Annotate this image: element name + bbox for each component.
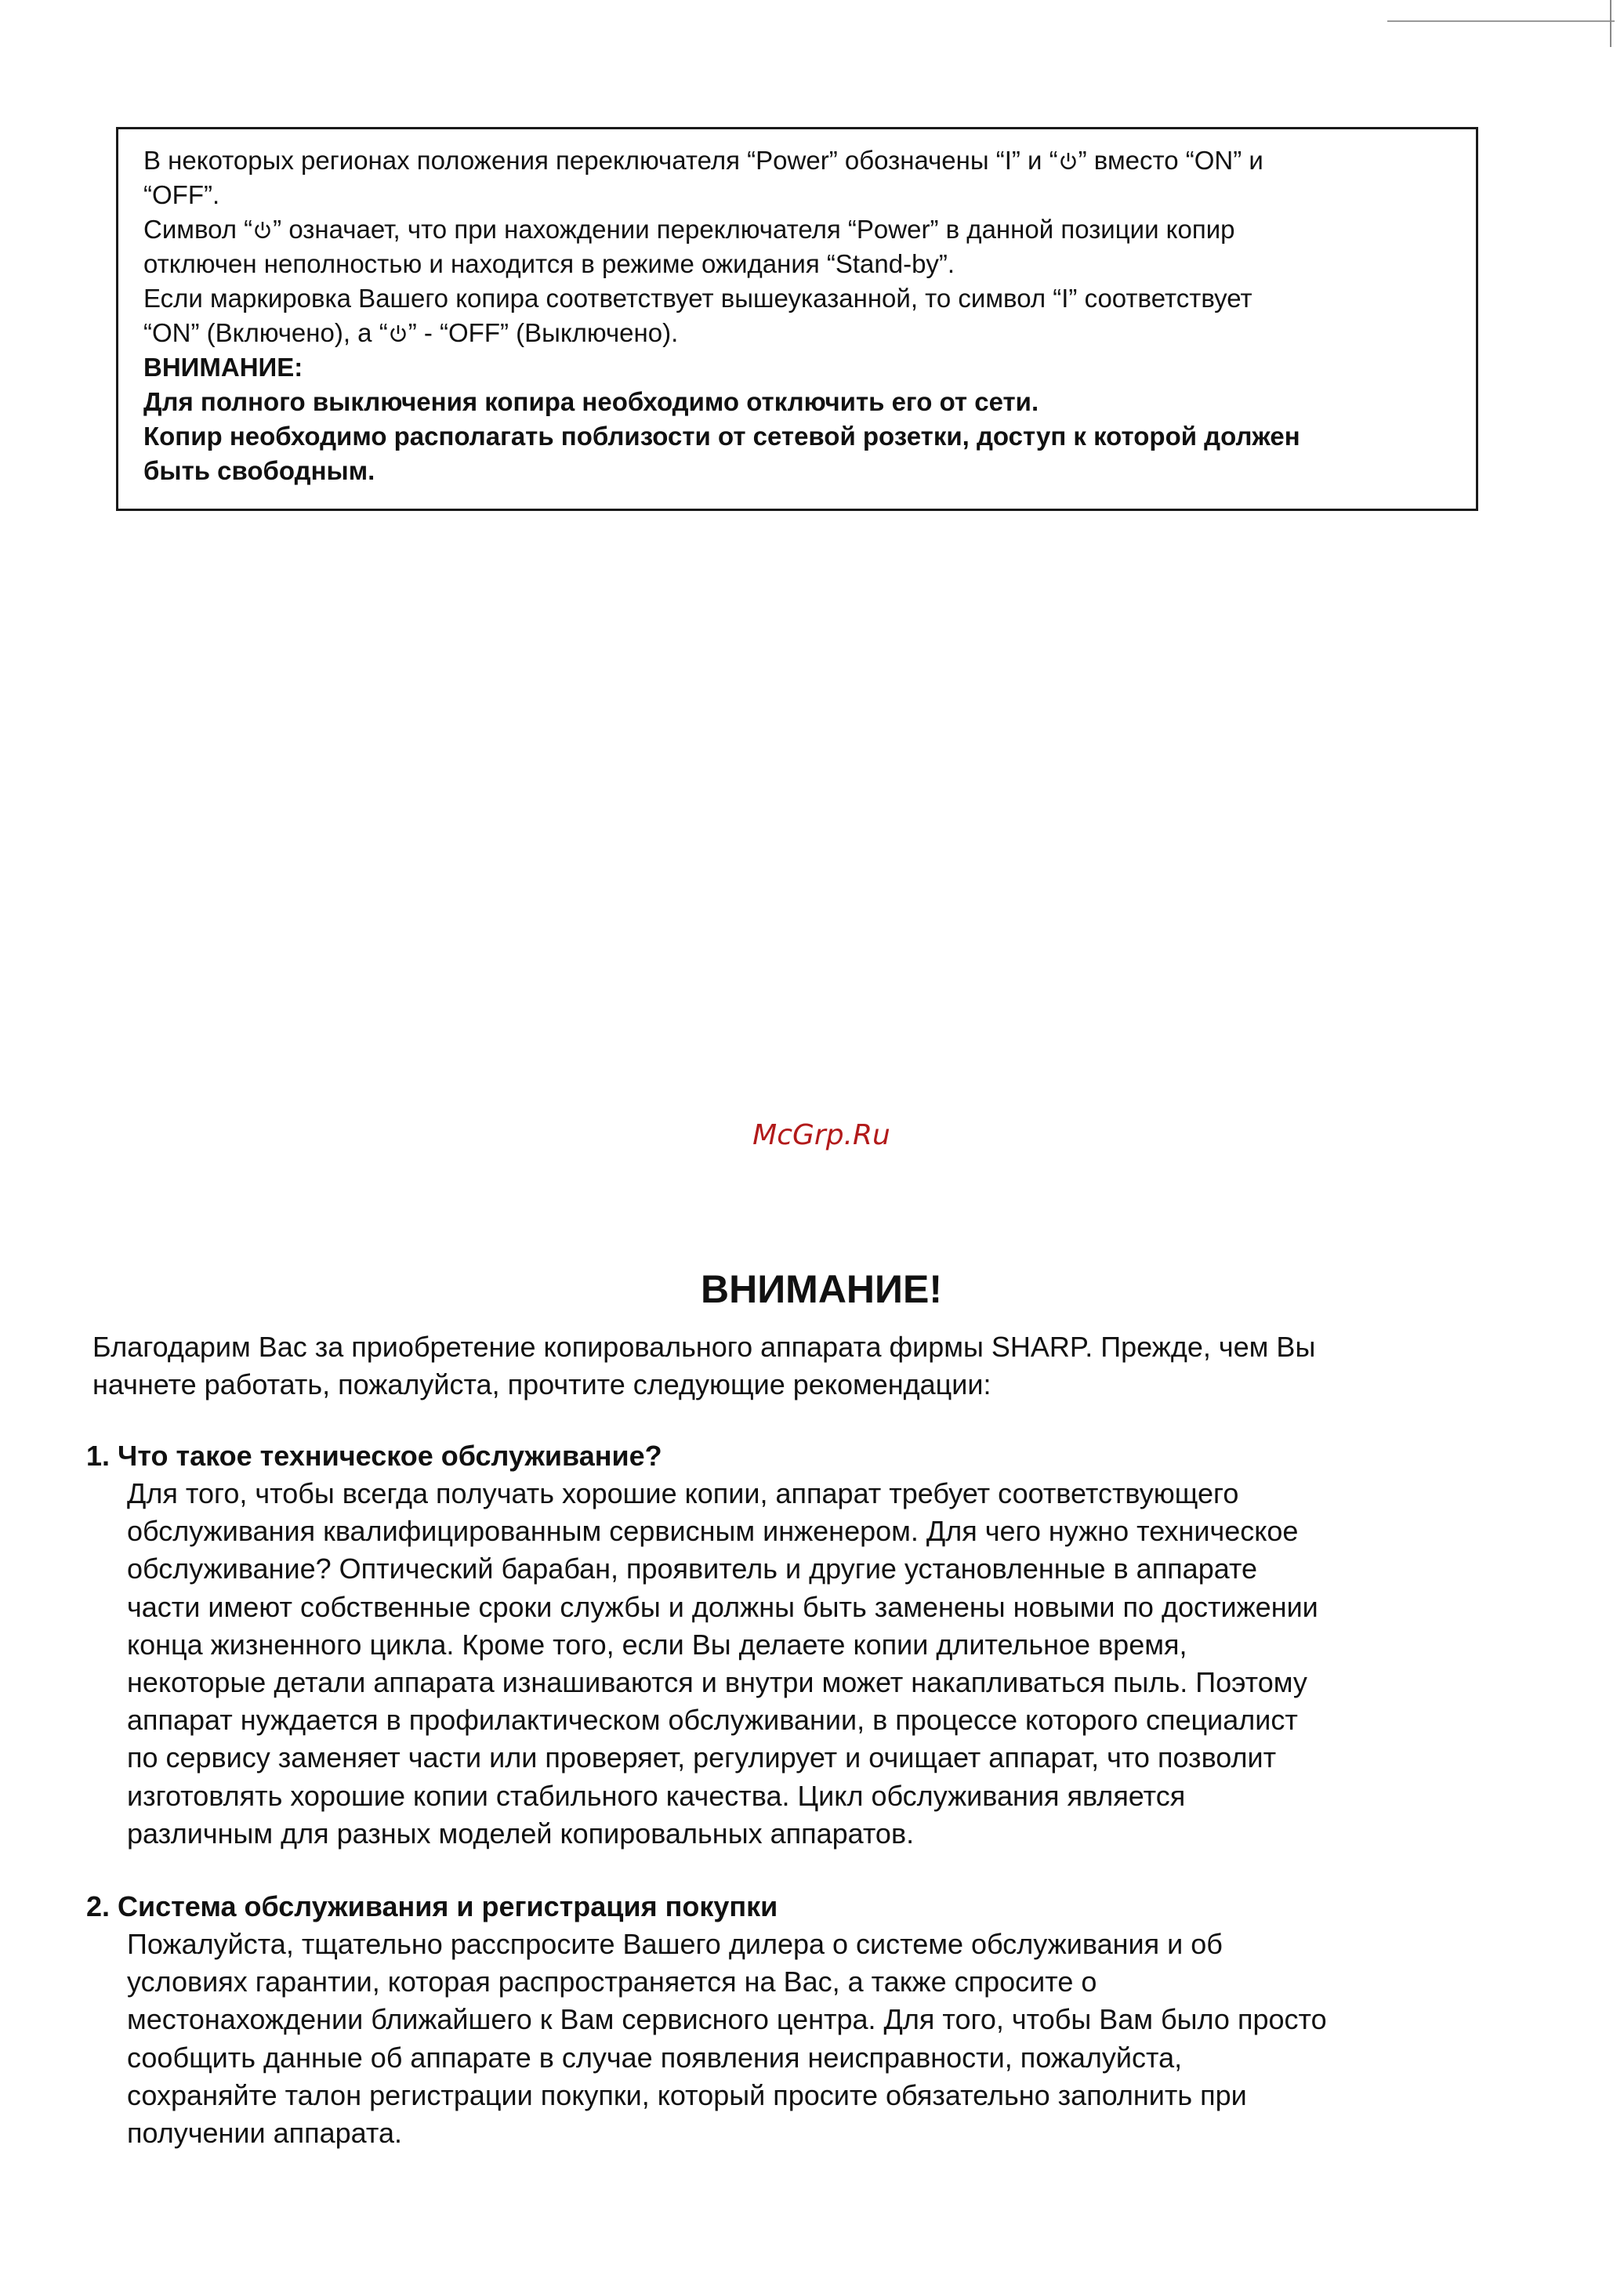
- power-standby-icon: [253, 220, 272, 241]
- notice-warning-line-3: быть свободным.: [143, 456, 375, 485]
- body-line: местонахождении ближайшего к Вам сервисного центра. Для того, чтобы Вам было просто: [127, 2003, 1327, 2036]
- body-line: части имеют собственные сроки службы и должны быть заменены новыми по достижении: [127, 1590, 1318, 1623]
- scan-artifact-top: [1387, 20, 1615, 22]
- watermark: McGrp.Ru: [752, 1119, 890, 1151]
- notice-line-2: “OFF”.: [143, 180, 220, 209]
- body-line: различным для разных моделей копировальных аппаратов.: [127, 1817, 915, 1850]
- notice-warning-line-2: Копир необходимо располагать поблизости от сетевой розетки, доступ к которой должен: [143, 422, 1300, 451]
- power-standby-icon: [389, 324, 408, 344]
- body-line: обслуживание? Оптический барабан, проявитель и другие установленные в аппарате: [127, 1553, 1258, 1585]
- body-line: условиях гарантии, которая распространяется на Вас, а также спросите о: [127, 1966, 1097, 1998]
- intro-line: начнете работать, пожалуйста, прочтите следующие рекомендации:: [92, 1368, 991, 1400]
- body-line: изготовлять хорошие копии стабильного качества. Цикл обслуживания является: [127, 1779, 1186, 1812]
- body-line: по сервису заменяет части или проверяет, регулирует и очищает аппарат, что позволит: [127, 1741, 1277, 1774]
- section-body: [86, 1475, 1489, 1853]
- notice-line-4: отключен неполностью и находится в режиме ожидания “Stand-by”.: [143, 249, 955, 278]
- body-line: Пожалуйста, тщательно расспросите Вашего дилера о системе обслуживания и об: [127, 1928, 1223, 1960]
- section-service-registration: [86, 1888, 1489, 2152]
- body-line: конца жизненного цикла. Кроме того, если Вы делаете копии длительное время,: [127, 1628, 1187, 1661]
- section-heading: 2. Система обслуживания и регистрация покупки: [86, 1890, 778, 1922]
- section-heading: 1. Что такое техническое обслуживание?: [86, 1440, 662, 1472]
- body-line: Для того, чтобы всегда получать хорошие копии, аппарат требует соответствующего: [127, 1477, 1239, 1509]
- notice-line-1: В некоторых регионах положения переключателя “Power” обозначены “I” и “ ” вместо “ON” и: [143, 146, 1263, 175]
- section-body: [86, 1926, 1489, 2152]
- notice-line-6: “ON” (Включено), а “ ” - “OFF” (Выключено).: [143, 318, 679, 347]
- body-line: получении аппарата.: [127, 2117, 402, 2150]
- power-switch-notice: [116, 127, 1478, 511]
- body-line: некоторые детали аппарата изнашиваются и внутри может накапливаться пыль. Поэтому: [127, 1666, 1307, 1699]
- body-line: сохраняйте талон регистрации покупки, который просите обязательно заполнить при: [127, 2078, 1247, 2111]
- body-line: сообщить данные об аппарате в случае появления неисправности, пожалуйста,: [127, 2041, 1183, 2074]
- notice-warning-label: ВНИМАНИЕ:: [143, 353, 303, 382]
- notice-line-5: Если маркировка Вашего копира соответствует вышеуказанной, то символ “I” соответствует: [143, 284, 1252, 313]
- power-standby-icon: [1059, 151, 1078, 172]
- page-title: ВНИМАНИЕ!: [701, 1267, 942, 1311]
- scan-artifact-edge: [1610, 0, 1611, 47]
- intro-line: Благодарим Вас за приобретение копировального аппарата фирмы SHARP. Прежде, чем Вы: [92, 1331, 1316, 1363]
- section-maintenance: [86, 1437, 1489, 1853]
- notice-line-3: Символ “ ” означает, что при нахождении переключателя “Power” в данной позиции копир: [143, 215, 1235, 244]
- body-line: обслуживания квалифицированным сервисным инженером. Для чего нужно техническое: [127, 1515, 1299, 1548]
- intro-paragraph: [92, 1328, 1488, 1404]
- body-line: аппарат нуждается в профилактическом обслуживании, в процессе которого специалист: [127, 1704, 1298, 1737]
- notice-warning-line-1: Для полного выключения копира необходимо отключить его от сети.: [143, 387, 1039, 416]
